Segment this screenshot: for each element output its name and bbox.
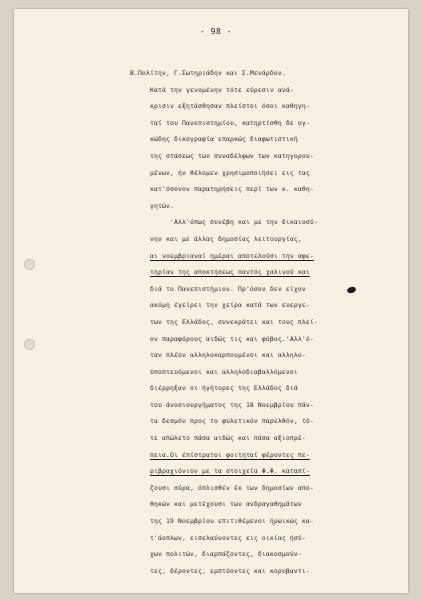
text-line: ταν πλέον αλληλοκαρπουμένοι και αλληλο-	[150, 351, 306, 360]
text-line: τες, δέροντες, εμπτύοντες και κορυβαντι-	[150, 566, 310, 575]
text-line: χων πολιτών, διαρπάζοντες, διακοσμούν-	[150, 550, 302, 559]
text-line: ταί του Πανεπιστημίου, κατηρτίσθη δε ογ-	[150, 118, 310, 127]
text-line: τε απώλετο πάσα αιδώς και πάσα αξιοπρέ-	[150, 434, 306, 443]
text-line: κατ'όσονον παρατηρήσεις περί των κ. καθη-	[150, 185, 314, 194]
punch-hole	[24, 339, 35, 350]
text-line: τα δεσμόν προς το φυλετικόν παρελθόν, τό-	[150, 417, 314, 426]
punch-hole	[24, 259, 35, 270]
text-line: κρισιν εξητάσθησαν πλείστοι όσοι καθηγη-	[150, 102, 310, 111]
text-line: της στάσεως των συναδέλφων των κατηγορου-	[150, 151, 314, 160]
text-line: Κατά την γενομένην τότε εύρεσιν ανά-	[150, 85, 294, 94]
text-line: ον παραφόρους αιδώς τις και φόβος.'Αλλ'ό-	[150, 334, 314, 343]
text-line: πεια.Οι έπίστρατοι φοιτηταί φέροντες πε-	[150, 450, 310, 459]
text-line: κώδης δικογραφία επαρκώς διαφωτιστική	[150, 135, 298, 144]
body-text	[130, 65, 408, 579]
text-line: ριβραχιόνιον με τα στοιχεία Φ.Φ. καταπί-	[150, 467, 310, 476]
text-line: διά το Πανεπιστήμιον. Πρ'όσον δεν είχον	[150, 284, 306, 293]
text-line: τηρίαν της αποκτήσεως παντός χαλινού και	[150, 268, 310, 277]
text-line: ακόμη έγείρει την χείρα κατά των ευεργε-	[150, 301, 310, 310]
text-line: διέρρηξαν οι ήγήτορες της Ελλάδος διά	[150, 384, 298, 393]
text-line: ζουσι σύρα, όπλισθέν έκ των δημοσίων απο-	[150, 483, 314, 492]
text-line: γητών.	[150, 201, 174, 210]
text-line: των της Ελλάδος, συνεκράτει και τους πλεί-	[150, 317, 318, 326]
text-line: της 19 Νοεμβρίου επιτιθέμενοι ήρωικώς κα-	[150, 517, 314, 526]
document-page	[14, 9, 408, 593]
text-line: μένων, ήν θέλομεν χρησιμοποιήσει εις τας	[150, 168, 310, 177]
text-line: 'Αλλ'όπως συνέβη και με την δικαιοσύ-	[170, 218, 318, 227]
text-line: Β.Πολίτην, Γ.Σωτηριάδην και Σ.Μενάρδον.	[130, 69, 286, 77]
text-line: θηκών και μετέχουσι των ανδραγαθημάτων	[150, 500, 302, 509]
text-line: αι νοεμβριαναί ημέραι αποτελούσι την αφε-	[150, 251, 314, 260]
text-line: τ'άοπλων, εισελαύνοντες εις οικίας ήσύ-	[150, 533, 306, 542]
text-line: ϋποπτευόμενοι και αλληλοδιαβαλλόμενοι	[150, 367, 298, 376]
page-number: - 98 -	[200, 27, 232, 36]
text-line: του άνοσιουργήματος της 18 Νοεμβρίου πάν-	[150, 400, 314, 409]
text-line: νην και με άλλας δημοσίας λειτουργίας,	[150, 234, 302, 243]
